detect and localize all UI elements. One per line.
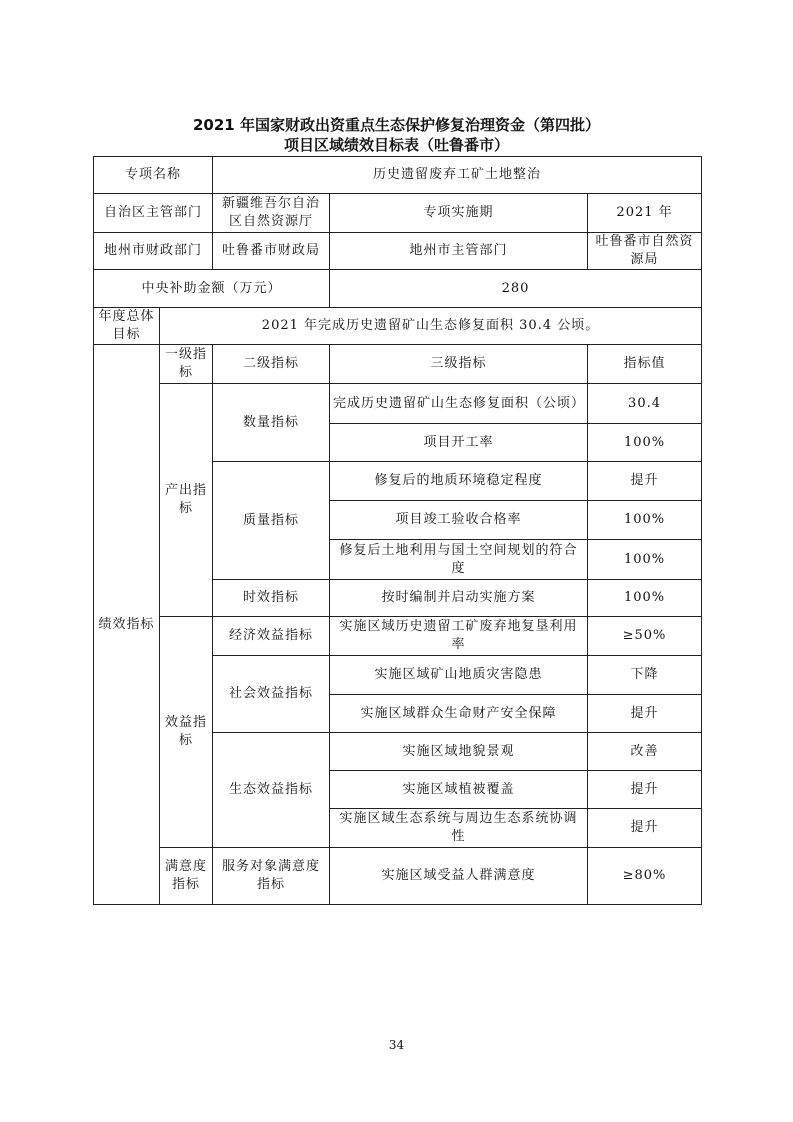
table-row (94, 384, 702, 424)
output-indicator-label: 产出指标 (160, 384, 213, 617)
performance-indicators-label: 绩效指标 (94, 345, 160, 905)
service-satisfaction-label: 服务对象满意度指标 (213, 848, 330, 905)
indicator-value: ≥80% (588, 848, 702, 905)
period-label: 专项实施期 (330, 194, 588, 233)
indicator-value: 改善 (588, 733, 702, 771)
indicator-name: 项目开工率 (330, 424, 588, 462)
satisfaction-indicator-label: 满意度指标 (160, 848, 213, 905)
indicator-value: 提升 (588, 771, 702, 809)
quality-indicator-label: 质量指标 (213, 462, 330, 580)
indicator-name: 按时编制并启动实施方案 (330, 580, 588, 617)
indicator-name: 项目竣工验收合格率 (330, 501, 588, 540)
subsidy-value: 280 (330, 270, 702, 308)
page-number: 34 (388, 1038, 405, 1052)
table-row (94, 233, 702, 270)
indicator-name: 实施区域矿山地质灾害隐患 (330, 656, 588, 695)
city-dept-label: 地州市主管部门 (330, 233, 588, 270)
indicator-name: 实施区域植被覆盖 (330, 771, 588, 809)
table-row (94, 345, 702, 384)
indicator-name: 实施区域地貌景观 (330, 733, 588, 771)
project-name-label: 专项名称 (94, 157, 213, 194)
social-benefit-label: 社会效益指标 (213, 656, 330, 733)
table-row (94, 848, 702, 905)
city-dept-value: 吐鲁番市自然资源局 (588, 233, 702, 270)
benefit-indicator-label: 效益指标 (160, 617, 213, 848)
col-level1-header: 一级指标 (160, 345, 213, 384)
table-row (94, 270, 702, 308)
indicator-name: 实施区域生态系统与周边生态系统协调性 (330, 809, 588, 848)
indicator-value: 100% (588, 580, 702, 617)
indicator-value: 提升 (588, 809, 702, 848)
indicator-name: 实施区域历史遗留工矿废弃地复垦利用率 (330, 617, 588, 656)
indicator-value: 100% (588, 540, 702, 580)
indicator-value: 提升 (588, 695, 702, 733)
annual-goal-label: 年度总体目标 (94, 308, 160, 345)
eco-benefit-label: 生态效益指标 (213, 733, 330, 848)
performance-target-table (93, 156, 702, 905)
document-title-line2: 项目区域绩效目标表（吐鲁番市） (283, 136, 509, 154)
indicator-value: 100% (588, 424, 702, 462)
indicator-name: 修复后土地利用与国土空间规划的符合度 (330, 540, 588, 580)
indicator-name: 完成历史遗留矿山生态修复面积（公顷） (330, 384, 588, 424)
economic-benefit-label: 经济效益指标 (213, 617, 330, 656)
col-value-header: 指标值 (588, 345, 702, 384)
table-row (94, 194, 702, 233)
col-level2-header: 二级指标 (213, 345, 330, 384)
indicator-name: 实施区域群众生命财产安全保障 (330, 695, 588, 733)
city-finance-label: 地州市财政部门 (94, 233, 213, 270)
table-row (94, 308, 702, 345)
indicator-value: 提升 (588, 462, 702, 501)
project-name-value: 历史遗留废弃工矿土地整治 (213, 157, 702, 194)
indicator-value: 100% (588, 501, 702, 540)
region-dept-label: 自治区主管部门 (94, 194, 213, 233)
indicator-value: ≥50% (588, 617, 702, 656)
table-row (94, 157, 702, 194)
indicator-value: 下降 (588, 656, 702, 695)
document-title-line1: 2021 年国家财政出资重点生态保护修复治理资金（第四批） (193, 116, 600, 134)
table-row (94, 617, 702, 656)
col-level3-header: 三级指标 (330, 345, 588, 384)
timeliness-indicator-label: 时效指标 (213, 580, 330, 617)
period-value: 2021 年 (588, 194, 702, 233)
indicator-value: 30.4 (588, 384, 702, 424)
region-dept-value: 新疆维吾尔自治区自然资源厅 (213, 194, 330, 233)
indicator-name: 修复后的地质环境稳定程度 (330, 462, 588, 501)
annual-goal-value: 2021 年完成历史遗留矿山生态修复面积 30.4 公顷。 (160, 308, 702, 345)
subsidy-label: 中央补助金额（万元） (94, 270, 330, 308)
city-finance-value: 吐鲁番市财政局 (213, 233, 330, 270)
quantity-indicator-label: 数量指标 (213, 384, 330, 462)
indicator-name: 实施区域受益人群满意度 (330, 848, 588, 905)
